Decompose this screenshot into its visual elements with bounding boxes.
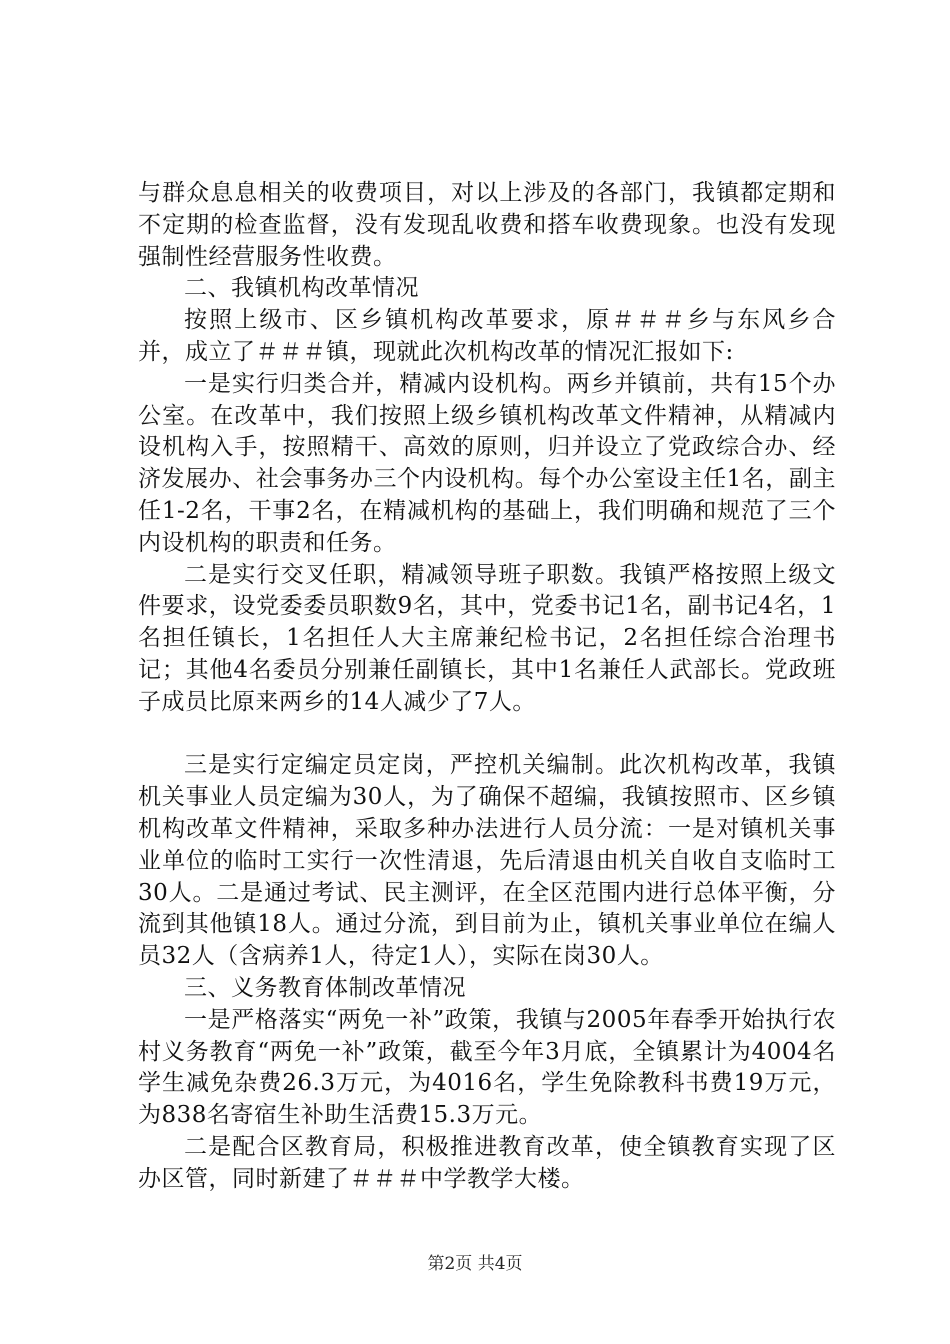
paragraph-reform-intro: 按照上级市、区乡镇机构改革要求，原＃＃＃乡与东风乡合并，成立了＃＃＃镇，现就此次机构改革的情况汇报如下: [138,307,836,365]
section-heading-institutional-reform: 二、我镇机构改革情况 [184,275,419,302]
paragraph-continued-fees: 与群众息息相关的收费项目，对以上涉及的各部门，我镇都定期和不定期的检查监督，没有发现乱收费和搭车收费现象。也没有发现强制性经营服务性收费。 [138,180,836,270]
page-number-footer: 第2页 共4页 [427,1254,523,1274]
document-body [138,178,836,1196]
paragraph-two-exemptions-subsidy: 一是严格落实“两免一补”政策，我镇与2005年春季开始执行农村义务教育“两免一补”政策，截至今年3月底，全镇累计为4004名学生减免杂费26.3万元，为4016名，学生免除教科书费19万元，为838名寄宿生补助生活费15.3万元。 [138,1006,836,1129]
paragraph-staffing-quota: 三是实行定编定员定岗，严控机关编制。此次机构改革，我镇机关事业人员定编为30人，为了确保不超编，我镇按照市、区乡镇机构改革文件精神，采取多种办法进行人员分流：一是对镇机关事业单位的临时工实行一次性清退，先后清退由机关自收自支临时工30人。二是通过考试、民主测评，在全区范围内进行总体平衡，分流到其他镇18人。通过分流，到目前为止，镇机关事业单位在编人员32人（含病养1人，待定1人），实际在岗30人。 [138,752,836,970]
section-heading-education-reform: 三、义务教育体制改革情况 [184,974,466,1001]
paragraph-education-bureau: 二是配合区教育局，积极推进教育改革，使全镇教育实现了区办区管，同时新建了＃＃＃中学教学大楼。 [138,1133,836,1192]
paragraph-cross-appointment: 二是实行交叉任职，精减领导班子职数。我镇严格按照上级文件要求，设党委委员职数9名，其中，党委书记1名，副书记4名，1名担任镇长，1名担任人大主席兼纪检书记，2名担任综合治理书记；其他4名委员分别兼任副镇长，其中1名兼任人武部长。党政班子成员比原来两乡的14人减少了7人。 [138,561,836,715]
paragraph-merge-offices: 一是实行归类合并，精减内设机构。两乡并镇前，共有15个办公室。在改革中，我们按照上级乡镇机构改革文件精神，从精减内设机构入手，按照精干、高效的原则，归并设立了党政综合办、经济发展办、社会事务办三个内设机构。每个办公室设主任1名，副主任1-2名，干事2名，在精减机构的基础上，我们明确和规范了三个内设机构的职责和任务。 [138,370,836,556]
